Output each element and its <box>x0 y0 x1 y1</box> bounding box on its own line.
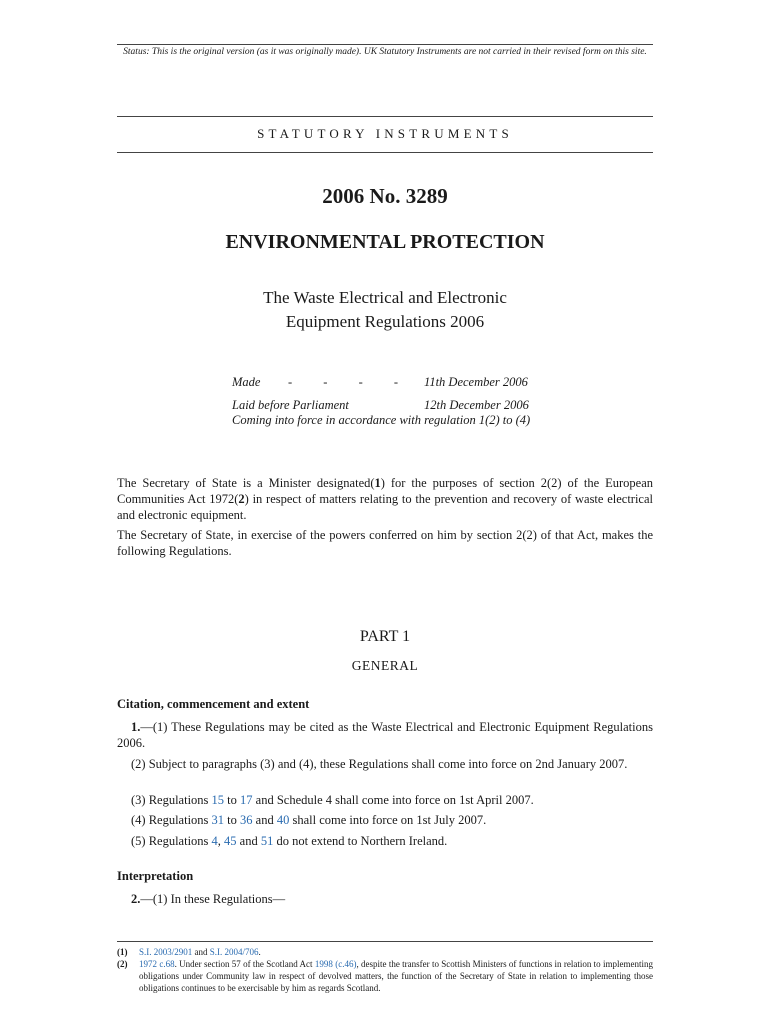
link-si-2004-706[interactable]: S.I. 2004/706 <box>209 947 259 957</box>
reg1-paragraph-3 <box>117 792 653 808</box>
footnote-2-text-b: , despite the transfer to Scottish Ministers of functions in relation to implementing obligations under Community law in respect of devolved matters, the function of the Secretary of State in relation to implementing those obligations continues to be exercisable by him as regards Scotland. <box>139 959 653 993</box>
reg2-number: 2. <box>131 892 141 906</box>
preamble-text-a: The Secretary of State is a Minister designated( <box>117 476 375 490</box>
footnote-2-mark: (2) <box>117 959 128 969</box>
reg1-p4-d: shall come into force on 1st July 2007. <box>289 813 487 827</box>
made-date: 11th December 2006 <box>424 375 528 389</box>
series-heading: STATUTORY INSTRUMENTS <box>257 126 513 141</box>
footnote-1-text <box>139 946 653 958</box>
instrument-number: 2006 No. 3289 <box>322 184 448 208</box>
link-1972-c68[interactable]: 1972 c.68 <box>139 959 175 969</box>
laid-date: 12th December 2006 <box>424 398 529 412</box>
footnote-2-text-a: . Under section 57 of the Scotland Act <box>174 959 315 969</box>
status-note: Status: This is the original version (as it was originally made). UK Statutory Instruments are not carried in their revised form on this site. <box>123 47 647 57</box>
footnote-2-text <box>139 958 653 994</box>
footnote-1-text-b: . <box>258 947 261 957</box>
regulations-title <box>117 286 653 334</box>
reg1-p4-b: to <box>224 813 241 827</box>
footnote-1-text-a: and <box>192 947 210 957</box>
reg1-paragraph-4 <box>117 812 653 828</box>
part-name: GENERAL <box>351 658 419 673</box>
section-heading-citation: Citation, commencement and extent <box>117 697 310 711</box>
preamble-paragraph-1 <box>117 475 653 523</box>
reg1-p5-a: (5) Regulations <box>131 834 212 848</box>
link-regulation-36[interactable]: 36 <box>240 813 253 827</box>
reg1-p5-b: , <box>217 834 225 848</box>
link-regulation-15[interactable]: 15 <box>211 793 225 807</box>
reg1-paragraph-1 <box>117 719 653 751</box>
made-dashes: - - - - <box>288 375 413 389</box>
link-regulation-4[interactable]: 4 <box>211 834 218 848</box>
footnote-ref-2[interactable]: 2 <box>238 492 245 506</box>
reg1-p5-d: do not extend to Northern Ireland. <box>273 834 448 848</box>
top-rule <box>117 44 653 45</box>
rule-below-series <box>117 152 653 153</box>
footnote-1-mark: (1) <box>117 947 128 957</box>
reg1-p5-c: and <box>236 834 261 848</box>
link-regulation-51[interactable]: 51 <box>260 834 274 848</box>
link-regulation-40[interactable]: 40 <box>276 813 290 827</box>
title-line-2: Equipment Regulations 2006 <box>285 312 485 331</box>
reg1-paragraph-5 <box>117 833 653 849</box>
reg1-p3-c: and Schedule 4 shall come into force on 1st April 2007. <box>252 793 534 807</box>
reg2-p1-text: —(1) In these Regulations— <box>140 892 286 906</box>
reg1-p3-a: (3) Regulations <box>131 793 212 807</box>
made-label: Made <box>232 375 261 389</box>
link-1998-c46[interactable]: 1998 (c.46) <box>314 959 357 969</box>
link-regulation-31[interactable]: 31 <box>211 813 225 827</box>
laid-label: Laid before Parliament <box>232 398 349 412</box>
part-heading: PART 1 <box>359 628 411 645</box>
preamble-text-b: ) for the purposes of section 2(2) of the European Communities Act 1972( <box>117 476 653 506</box>
title-line-1: The Waste Electrical and Electronic <box>263 288 507 307</box>
reg1-p3-b: to <box>224 793 241 807</box>
reg1-paragraph-2: (2) Subject to paragraphs (3) and (4), these Regulations shall come into force on 2nd January 2007. <box>131 757 628 771</box>
link-regulation-45[interactable]: 45 <box>224 834 237 848</box>
reg1-p1-text: —(1) These Regulations may be cited as the Waste Electrical and Electronic Equipment Regulations 2006. <box>117 720 653 750</box>
preamble-paragraph-2: The Secretary of State, in exercise of the powers conferred on him by section 2(2) of that Act, makes the following Regulations. <box>117 528 653 558</box>
preamble-text-c: ) in respect of matters relating to the prevention and recovery of waste electrical and electronic equipment. <box>117 492 654 522</box>
section-heading-interpretation: Interpretation <box>117 869 194 883</box>
link-si-2003-2901[interactable]: S.I. 2003/2901 <box>139 947 193 957</box>
footnote-rule <box>117 941 653 942</box>
rule-above-series <box>117 116 653 117</box>
subject-heading: ENVIRONMENTAL PROTECTION <box>225 231 545 253</box>
link-regulation-17[interactable]: 17 <box>240 793 253 807</box>
coming-into-force: Coming into force in accordance with regulation 1(2) to (4) <box>232 413 531 427</box>
reg2-paragraph-1 <box>117 891 653 907</box>
reg1-p4-c: and <box>252 813 277 827</box>
reg1-p4-a: (4) Regulations <box>131 813 212 827</box>
reg1-number: 1. <box>131 720 141 734</box>
footnote-ref-1[interactable]: 1 <box>374 476 381 490</box>
